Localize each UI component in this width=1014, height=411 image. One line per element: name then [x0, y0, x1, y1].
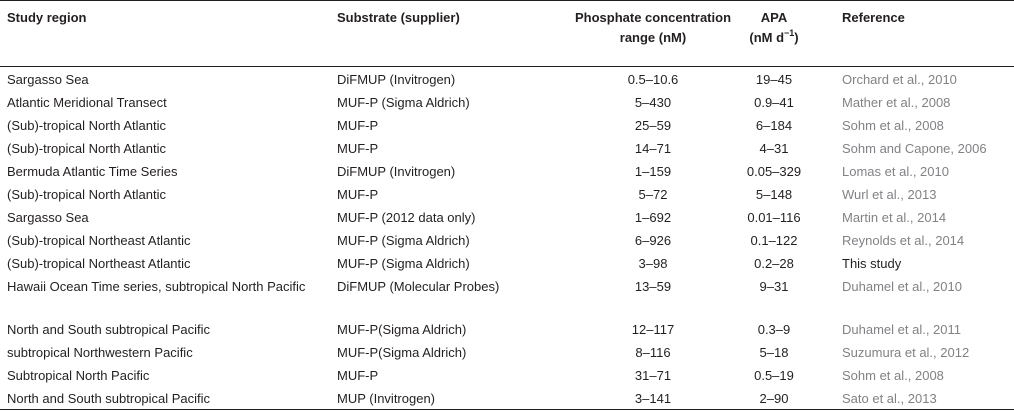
cell-reference: This study	[842, 256, 902, 271]
cell-apa: 0.05–329	[746, 164, 802, 179]
cell-apa: 2–90	[759, 391, 789, 406]
header-apa-unit-base: (nM d	[749, 30, 785, 45]
cell-study-region: Hawaii Ocean Time series, subtropical North Pacific	[7, 279, 306, 294]
header-apa	[738, 8, 810, 48]
cell-reference: Duhamel et al., 2010	[842, 279, 962, 294]
cell-substrate: MUF-P(Sigma Aldrich)	[337, 345, 467, 360]
cell-study-region: North and South subtropical Pacific	[7, 391, 211, 406]
cell-study-region: (Sub)-tropical North Atlantic	[7, 187, 166, 202]
cell-study-region: North and South subtropical Pacific	[7, 322, 211, 337]
cell-phosphate: 1–159	[634, 164, 672, 179]
header-phosphate-line1: Phosphate concentration	[574, 10, 732, 25]
cell-reference: Reynolds et al., 2014	[842, 233, 965, 248]
header-phosphate-line2: range (nM)	[619, 30, 687, 45]
cell-reference: Sohm et al., 2008	[842, 368, 944, 383]
cell-apa: 0.2–28	[754, 256, 794, 271]
cell-reference: Sohm et al., 2008	[842, 118, 944, 133]
cell-apa: 0.1–122	[750, 233, 798, 248]
cell-reference: Sato et al., 2013	[842, 391, 937, 406]
cell-reference: Sohm and Capone, 2006	[842, 141, 987, 156]
header-substrate: Substrate (supplier)	[337, 10, 460, 25]
header-apa-unit-close: )	[794, 30, 799, 45]
cell-substrate: MUF-P	[337, 141, 379, 156]
cell-reference: Duhamel et al., 2011	[842, 322, 961, 337]
top-rule	[0, 0, 1014, 1]
cell-study-region: (Sub)-tropical North Atlantic	[7, 141, 166, 156]
cell-apa: 0.5–19	[754, 368, 794, 383]
header-study-region: Study region	[7, 10, 87, 25]
cell-substrate: MUF-P (2012 data only)	[337, 210, 476, 225]
cell-phosphate: 1–692	[634, 210, 672, 225]
cell-phosphate: 3–141	[634, 391, 672, 406]
cell-study-region: Bermuda Atlantic Time Series	[7, 164, 178, 179]
cell-study-region: Atlantic Meridional Transect	[7, 95, 167, 110]
cell-reference: Suzumura et al., 2012	[842, 345, 970, 360]
cell-phosphate: 6–926	[634, 233, 672, 248]
cell-reference: Orchard et al., 2010	[842, 72, 957, 87]
header-reference: Reference	[842, 10, 905, 25]
cell-apa: 4–31	[759, 141, 789, 156]
cell-phosphate: 5–72	[638, 187, 668, 202]
cell-substrate: DiFMUP (Molecular Probes)	[337, 279, 500, 294]
cell-phosphate: 5–430	[634, 95, 672, 110]
cell-study-region: Sargasso Sea	[7, 72, 89, 87]
cell-apa: 0.3–9	[757, 322, 791, 337]
cell-substrate: MUP (Invitrogen)	[337, 391, 436, 406]
bottom-rule	[0, 409, 1014, 410]
cell-substrate: DiFMUP (Invitrogen)	[337, 72, 456, 87]
cell-substrate: MUF-P (Sigma Aldrich)	[337, 95, 470, 110]
cell-reference: Martin et al., 2014	[842, 210, 947, 225]
cell-reference: Mather et al., 2008	[842, 95, 951, 110]
cell-study-region: Subtropical North Pacific	[7, 368, 150, 383]
cell-study-region: subtropical Northwestern Pacific	[7, 345, 193, 360]
header-phosphate	[545, 8, 761, 48]
cell-substrate: MUF-P	[337, 368, 379, 383]
cell-phosphate: 13–59	[634, 279, 672, 294]
cell-study-region: (Sub)-tropical Northeast Atlantic	[7, 256, 191, 271]
cell-phosphate: 14–71	[634, 141, 672, 156]
cell-study-region: (Sub)-tropical North Atlantic	[7, 118, 166, 133]
cell-phosphate: 12–117	[631, 322, 675, 337]
cell-phosphate: 8–116	[635, 345, 671, 360]
cell-phosphate: 25–59	[634, 118, 672, 133]
cell-substrate: MUF-P (Sigma Aldrich)	[337, 256, 470, 271]
cell-apa: 0.01–116	[747, 210, 801, 225]
cell-phosphate: 31–71	[634, 368, 672, 383]
cell-apa: 0.9–41	[754, 95, 794, 110]
cell-apa: 6–184	[755, 118, 793, 133]
cell-apa: 19–45	[755, 72, 793, 87]
cell-study-region: (Sub)-tropical Northeast Atlantic	[7, 233, 191, 248]
cell-reference: Wurl et al., 2013	[842, 187, 937, 202]
cell-substrate: MUF-P	[337, 187, 379, 202]
cell-substrate: DiFMUP (Invitrogen)	[337, 164, 456, 179]
header-apa-unit-exponent: −1	[784, 27, 795, 38]
header-apa-line1: APA	[760, 10, 788, 25]
cell-substrate: MUF-P(Sigma Aldrich)	[337, 322, 467, 337]
cell-phosphate: 3–98	[638, 256, 668, 271]
cell-apa: 5–18	[759, 345, 789, 360]
cell-substrate: MUF-P	[337, 118, 379, 133]
cell-reference: Lomas et al., 2010	[842, 164, 949, 179]
cell-apa: 5–148	[755, 187, 793, 202]
cell-phosphate: 0.5–10.6	[627, 72, 679, 87]
cell-substrate: MUF-P (Sigma Aldrich)	[337, 233, 470, 248]
cell-apa: 9–31	[759, 279, 789, 294]
cell-study-region: Sargasso Sea	[7, 210, 89, 225]
header-apa-unit	[738, 28, 810, 48]
header-rule	[0, 66, 1014, 67]
